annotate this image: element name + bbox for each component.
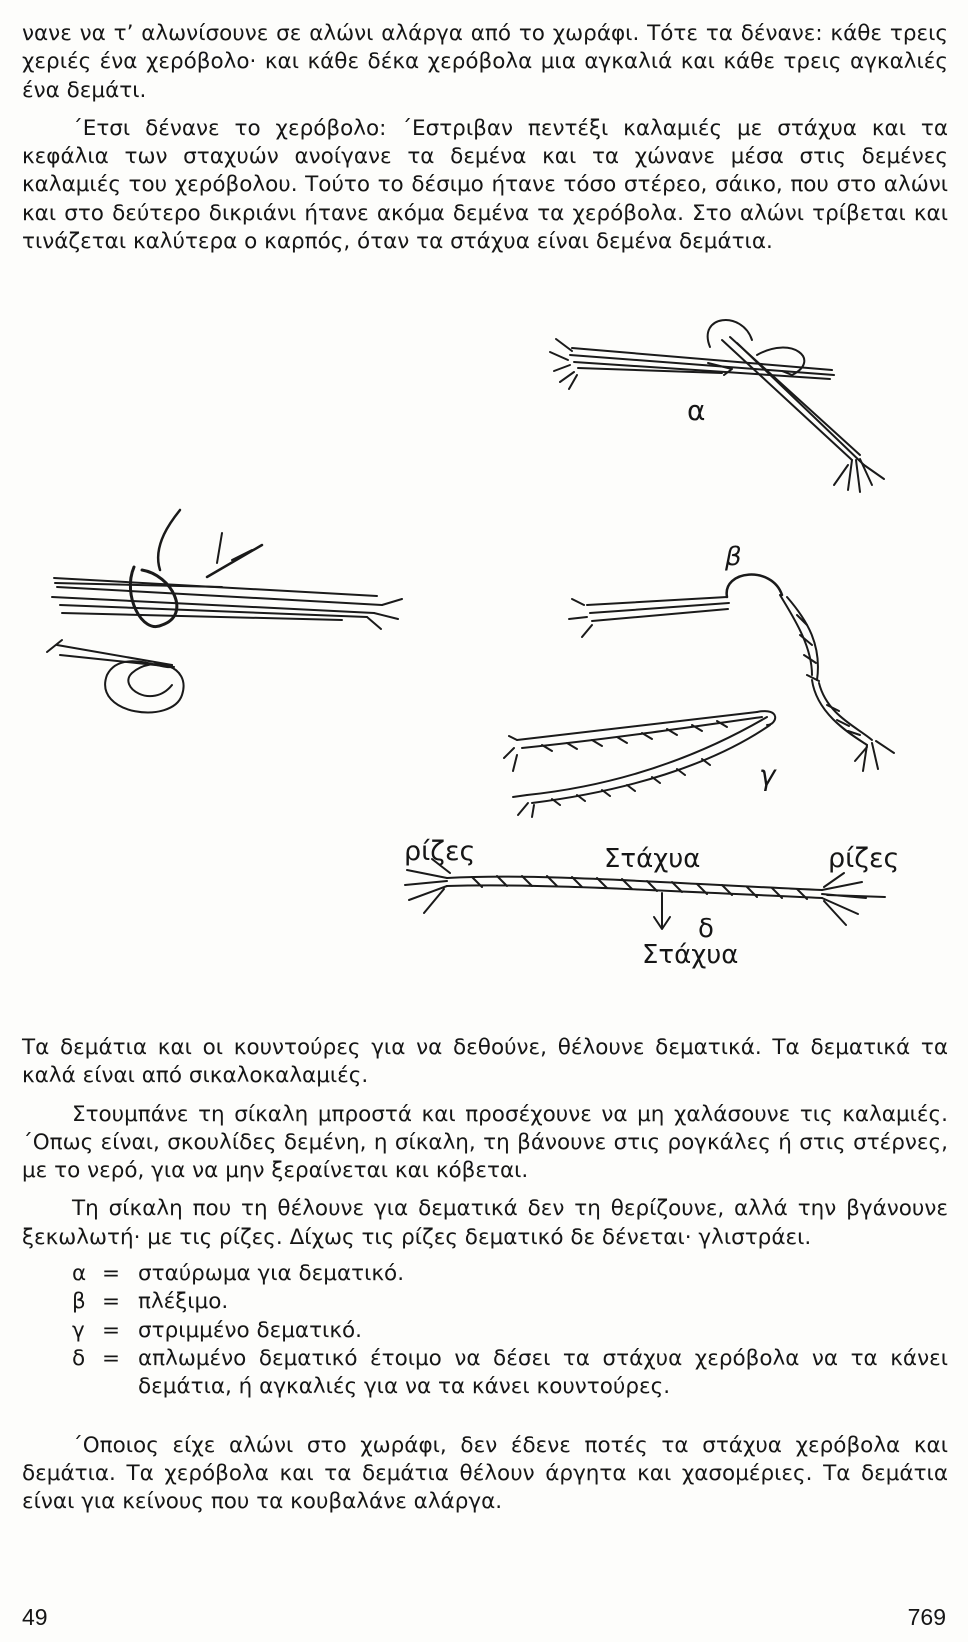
label-alpha: α bbox=[687, 394, 706, 427]
illustration-tying-bands bbox=[22, 315, 948, 1015]
page-body bbox=[22, 20, 948, 256]
paragraph-1: νανε να τ’ αλωνίσουνε σε αλώνι αλάργα από το χωράφι. Τότε τα δένανε: κάθε τρεις χεριές ένα χερόβολο· και κάθε δέκα χερόβολα μια αγκαλιά και κάθε τρεις αγκαλιές ένα δεμάτι. bbox=[22, 21, 948, 103]
definition-symbol: β bbox=[72, 1289, 86, 1315]
definition-beta bbox=[22, 1288, 948, 1316]
figure-knot-detail bbox=[47, 510, 402, 712]
definition-equals: = bbox=[102, 1345, 121, 1371]
page-number-right: 769 bbox=[907, 1604, 946, 1630]
definition-equals: = bbox=[102, 1317, 121, 1343]
definition-equals: = bbox=[102, 1289, 121, 1315]
definition-text: πλέξιμο. bbox=[138, 1289, 229, 1315]
label-gamma: γ bbox=[759, 759, 776, 792]
illustration-svg bbox=[22, 315, 948, 1015]
paragraph-closing: ΄Οποιος είχε αλώνι στο χωράφι, δεν έδενε ποτές τα στάχυα χερόβολα και δεμάτια. Τα χερόβολα και τα δεμάτια θέλουν άργητα και χασομέριες. Τα δεμάτια είναι για κείνους που τα κουβαλάνε αλάργα. bbox=[22, 1432, 948, 1515]
definition-symbol: γ bbox=[72, 1317, 85, 1343]
definitions-list bbox=[22, 1260, 948, 1401]
page-number-left: 49 bbox=[22, 1604, 48, 1630]
definition-text: απλωμένο δεματικό έτοιμο να δέσει τα στάχυα χερόβολα να τα κάνει δεμάτια, ή αγκαλιές για να τα κάνει κουντούρες. bbox=[138, 1345, 948, 1400]
paragraph-2: ΄Ετσι δένανε το χερόβολο: ΄Εστριβαν πεντέξι καλαμιές με στάχυα και τα κεφάλια των σταχυών ανοίγανε τα δεμένα και τα χώνανε μέσα στις δεμένες καλαμιές του χερόβολου. Τούτο το δέσιμο ήτανε τόσο στέρεο, σάικο, που στο αλώνι και στο δεύτερο δικριάνι ήτανε ακόμα δεμένα τα χερόβολα. Στο αλώνι τρίβεται και τινάζεται καλύτερα ο καρπός, όταν τα στάχυα είναι δεμένα δεμάτια. bbox=[22, 115, 948, 255]
paragraph-5: Τη σίκαλη που τη θέλουνε για δεματικά δεν τη θερίζουνε, αλλά την βγάνουνε ξεκωλωτή· με τις ρίζες. Δίχως τις ρίζες δεματικό δε δένεται· γλιστράει. bbox=[22, 1196, 948, 1250]
definition-delta bbox=[22, 1345, 948, 1402]
figure-gamma-twisted bbox=[504, 711, 777, 817]
definition-equals: = bbox=[102, 1261, 121, 1287]
lower-text bbox=[22, 1034, 948, 1516]
label-ears-top: Στάχυα bbox=[604, 844, 701, 874]
figure-alpha-crossing bbox=[550, 320, 884, 492]
figure-delta-spread bbox=[404, 836, 899, 970]
definition-text: σταύρωμα για δεματικό. bbox=[138, 1261, 405, 1287]
definition-symbol: δ bbox=[72, 1345, 86, 1371]
definition-text: στριμμένο δεματικό. bbox=[138, 1317, 362, 1343]
label-delta: δ bbox=[698, 914, 714, 944]
label-roots-right: ρίζες bbox=[828, 843, 900, 874]
label-roots-left: ρίζες bbox=[404, 836, 476, 867]
paragraph-3: Τα δεμάτια και οι κουντούρες για να δεθούνε, θέλουνε δεματικά. Τα δεματικά τα καλά είναι από σικαλοκαλαμιές. bbox=[22, 1035, 948, 1089]
definition-symbol: α bbox=[72, 1261, 87, 1287]
label-beta: β bbox=[725, 542, 742, 572]
label-ears-bottom: Στάχυα bbox=[642, 940, 739, 970]
definition-gamma bbox=[22, 1317, 948, 1345]
definition-alpha bbox=[22, 1260, 948, 1288]
paragraph-4: Στουμπάνε τη σίκαλη μπροστά και προσέχουνε να μη χαλάσουνε τις καλαμιές. ΄Οπως είναι, σκουλίδες δεμένη, η σίκαλη, τη βάνουνε στις ρογκάλες ή στις στέρνες, με το νερό, για να μην ξεραίνεται και κόβεται. bbox=[22, 1101, 948, 1184]
